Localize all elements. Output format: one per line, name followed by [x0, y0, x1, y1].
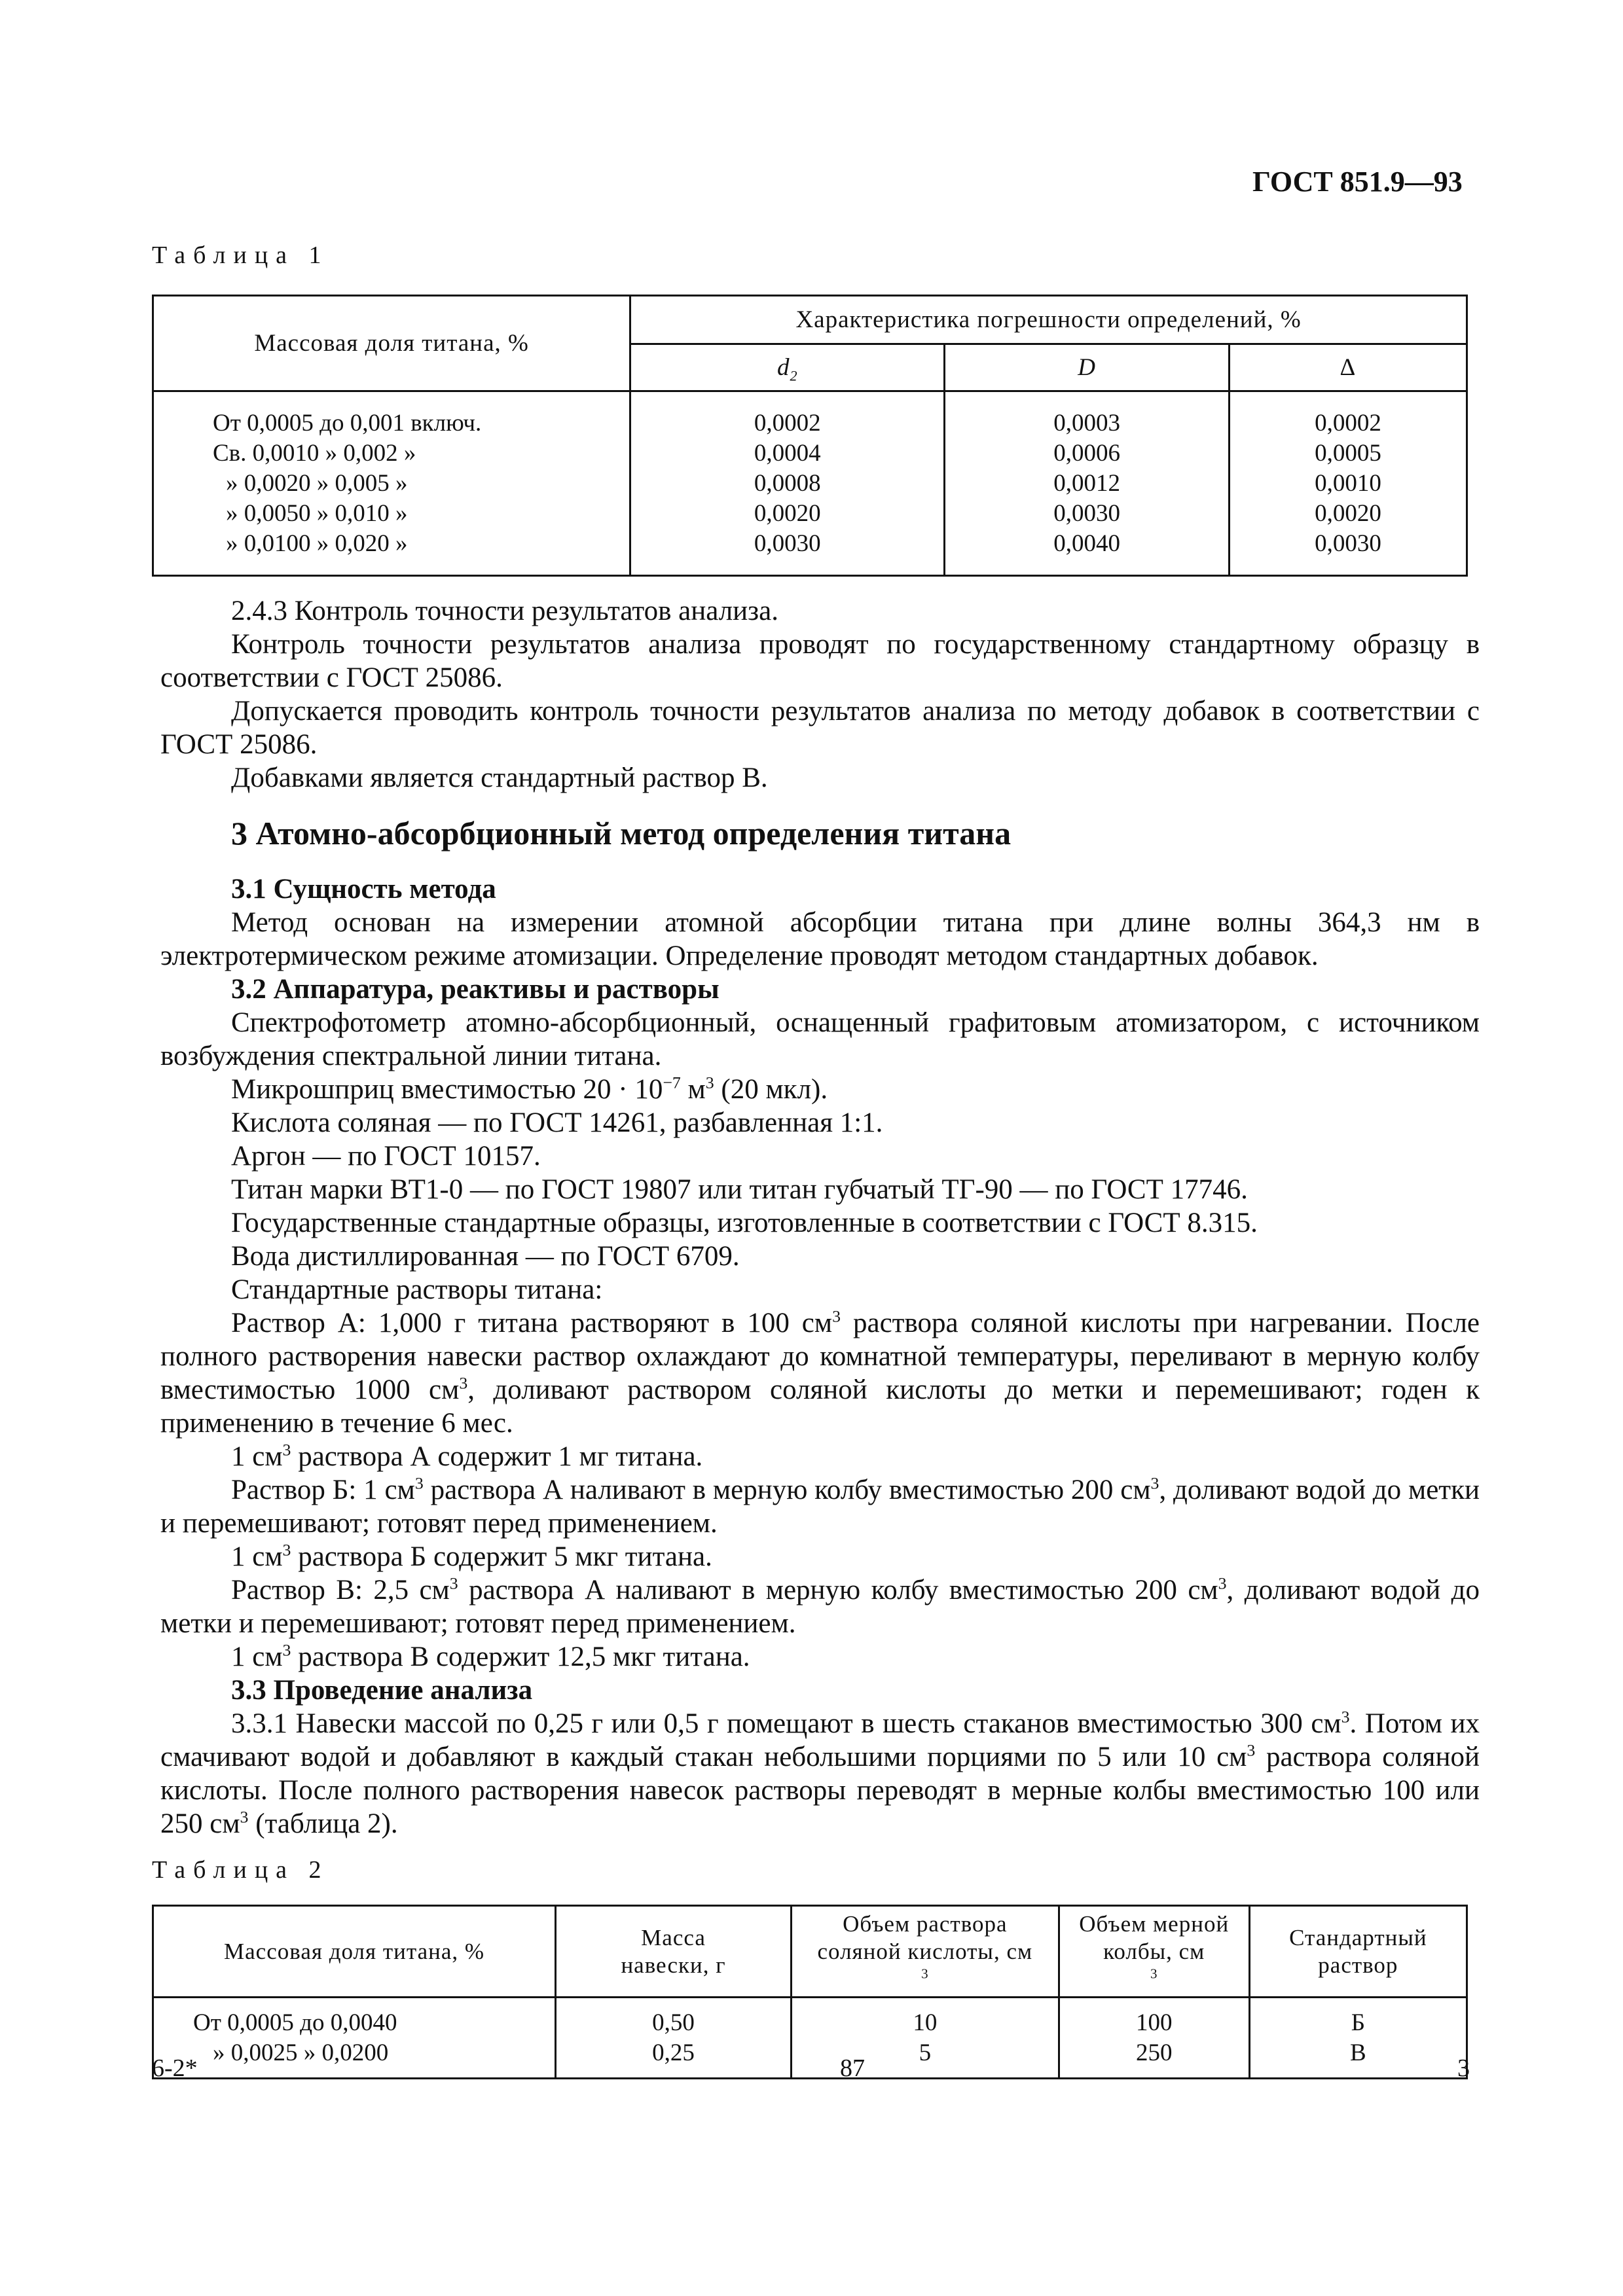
- paragraph: Аргон — по ГОСТ 10157.: [231, 1141, 541, 1172]
- list-item: 10: [913, 2009, 938, 2036]
- paragraph: Спектрофотометр атомно-абсорбционный, оснащенный графитовым атомизатором, с источником возбуждения спектральной линии титана.: [160, 1007, 1480, 1071]
- list-item: 0,0010: [1315, 469, 1381, 497]
- table-1-header-mass: Массовая доля титана, %: [153, 296, 630, 391]
- list-item: » 0,0100 » 0,020 »: [226, 529, 408, 557]
- list-item: От 0,0005 до 0,001 включ.: [213, 409, 482, 437]
- table-2-acid-values: [791, 1998, 1059, 2079]
- paragraph-solution-a: Раствор А: 1,000 г титана растворяют в 100 $см^3$ раствора соляной кислоты при нагревании. После полного растворения навески раствор охлаждают до комнатной температуры, переливают в мерную колбу вместимостью 1000 $см^3$, доливают раствором соляной кислоты до метки и перемешивают; годен к применению в течение 6 мес.: [160, 1306, 1480, 1439]
- paragraph: Кислота соляная — по ГОСТ 14261, разбавленная 1:1.: [231, 1107, 883, 1138]
- paragraph-3-3-1: 3.3.1 Навески массой по 0,25 г или 0,5 г помещают в шесть стаканов вместимостью 300 $см^3$. Потом их смачивают водой и добавляют в каждый стакан небольшими порциями по 5 или 10 $см^3$ раствора соляной кислоты. После полного растворения навесок растворы переводят в мерные колбы вместимостью 100 или 250 $см^3$ (таблица 2).: [160, 1707, 1480, 1839]
- list-item: 0,0004: [754, 439, 821, 467]
- table-1-header-D: D: [945, 344, 1230, 391]
- table-1: [152, 295, 1468, 577]
- list-item: 0,0030: [754, 529, 821, 557]
- list-item: От 0,0005 до 0,0040: [193, 2009, 397, 2036]
- list-item: 0,0002: [754, 409, 821, 437]
- table-2-solution-values: [1249, 1998, 1467, 2079]
- document-code: ГОСТ 851.9—93: [1252, 166, 1463, 198]
- table-2-caption: Таблица 2: [152, 1856, 329, 1884]
- table-2-header-sample-mass: Масса навески, г: [556, 1906, 792, 1998]
- paragraph: Допускается проводить контроль точности результатов анализа по методу добавок в соответствии с ГОСТ 25086.: [160, 696, 1480, 760]
- table-1-header-d2: $d_2$: [630, 344, 945, 391]
- paragraph-2-4-3: 2.4.3 Контроль точности результатов анализа.: [231, 596, 778, 626]
- list-item: 100: [1135, 2009, 1173, 2036]
- list-item: 0,0030: [1315, 529, 1381, 557]
- list-item: 0,25: [652, 2039, 695, 2066]
- table-2-ranges: [153, 1998, 556, 2079]
- body-text: [160, 594, 1480, 1840]
- table-1-header-delta: Δ: [1229, 344, 1467, 391]
- list-item: 0,0012: [1053, 469, 1120, 497]
- paragraph: Контроль точности результатов анализа проводят по государственному стандартному образцу в соответствии с ГОСТ 25086.: [160, 629, 1480, 693]
- footer-page-number: 87: [840, 2054, 865, 2082]
- list-item: 0,0002: [1315, 409, 1381, 437]
- list-item: 0,50: [652, 2009, 695, 2036]
- paragraph: 1 $см^3$ раствора В содержит 12,5 мкг титана.: [231, 1640, 750, 1672]
- list-item: 0,0006: [1053, 439, 1120, 467]
- list-item: 0,0040: [1053, 529, 1120, 557]
- list-item: » 0,0050 » 0,010 »: [226, 499, 408, 527]
- table-2-mass-values: [556, 1998, 792, 2079]
- paragraph: Метод основан на измерении атомной абсорбции титана при длине волны 364,3 нм в электротермическом режиме атомизации. Определение проводят методом стандартных добавок.: [160, 907, 1480, 971]
- paragraph: Государственные стандартные образцы, изготовленные в соответствии с ГОСТ 8.315.: [231, 1208, 1258, 1238]
- footer-code: 6-2*: [152, 2054, 198, 2082]
- table-2-flask-values: [1059, 1998, 1249, 2079]
- paragraph-solution-v: Раствор В: 2,5 $см^3$ раствора А наливают в мерную колбу вместимостью 200 $см^3$, доливают водой до метки и перемешивают; готовят перед применением.: [160, 1573, 1480, 1639]
- table-1-D-values: [945, 391, 1230, 576]
- list-item: » 0,0020 » 0,005 »: [226, 469, 408, 497]
- subsection-3-2-heading: 3.2 Аппаратура, реактивы и растворы: [231, 974, 720, 1005]
- table-2-header-mass-fraction: Массовая доля титана, %: [153, 1906, 556, 1998]
- list-item: 0,0020: [754, 499, 821, 527]
- table-1-ranges: [153, 391, 630, 576]
- table-1-caption: Таблица 1: [152, 242, 329, 269]
- table-2-header-acid-volume: Объем раствора соляной кислоты, см $^3$: [791, 1906, 1059, 1998]
- list-item: 0,0003: [1053, 409, 1120, 437]
- paragraph-solution-b: Раствор Б: 1 $см^3$ раствора А наливают в мерную колбу вместимостью 200 $см^3$, доливают водой до метки и перемешивают; готовят перед применением.: [160, 1473, 1480, 1539]
- list-item: 250: [1135, 2039, 1173, 2066]
- paragraph: 1 $см^3$ раствора Б содержит 5 мкг титана.: [231, 1540, 712, 1572]
- paragraph: Добавками является стандартный раствор В.: [231, 762, 768, 793]
- paragraph-microsyringe: Микрошприц вместимостью $20 \cdot 10^{-7}$ $м^3$ (20 мкл).: [231, 1073, 828, 1105]
- table-1-delta-values: [1229, 391, 1467, 576]
- list-item: 0,0020: [1315, 499, 1381, 527]
- list-item: » 0,0025 » 0,0200: [213, 2039, 389, 2066]
- list-item: 5: [919, 2039, 932, 2066]
- paragraph: Вода дистиллированная — по ГОСТ 6709.: [231, 1241, 740, 1272]
- table-2: [152, 1905, 1468, 2079]
- table-1-d2-values: [630, 391, 945, 576]
- paragraph: Стандартные растворы титана:: [231, 1274, 603, 1305]
- paragraph: Титан марки ВТ1-0 — по ГОСТ 19807 или титан губчатый ТГ-90 — по ГОСТ 17746.: [231, 1174, 1248, 1205]
- subsection-3-3-heading: 3.3 Проведение анализа: [231, 1675, 533, 1706]
- list-item: 0,0008: [754, 469, 821, 497]
- list-item: 0,0030: [1053, 499, 1120, 527]
- list-item: Б: [1351, 2009, 1365, 2036]
- table-1-header-error: Характеристика погрешности определений, %: [630, 296, 1467, 344]
- list-item: В: [1350, 2039, 1366, 2066]
- footer-document-page: 3: [1457, 2054, 1470, 2082]
- paragraph: 1 $см^3$ раствора А содержит 1 мг титана.: [231, 1440, 703, 1472]
- table-2-header-standard-solution: Стандартный раствор: [1249, 1906, 1467, 1998]
- subsection-3-1-heading: 3.1 Сущность метода: [231, 874, 496, 905]
- section-3-heading: 3 Атомно-абсорбционный метод определения титана: [231, 815, 1012, 852]
- list-item: 0,0005: [1315, 439, 1381, 467]
- list-item: Св. 0,0010 » 0,002 »: [213, 439, 416, 467]
- table-2-header-flask-volume: Объем мерной колбы, см $^3$: [1059, 1906, 1249, 1998]
